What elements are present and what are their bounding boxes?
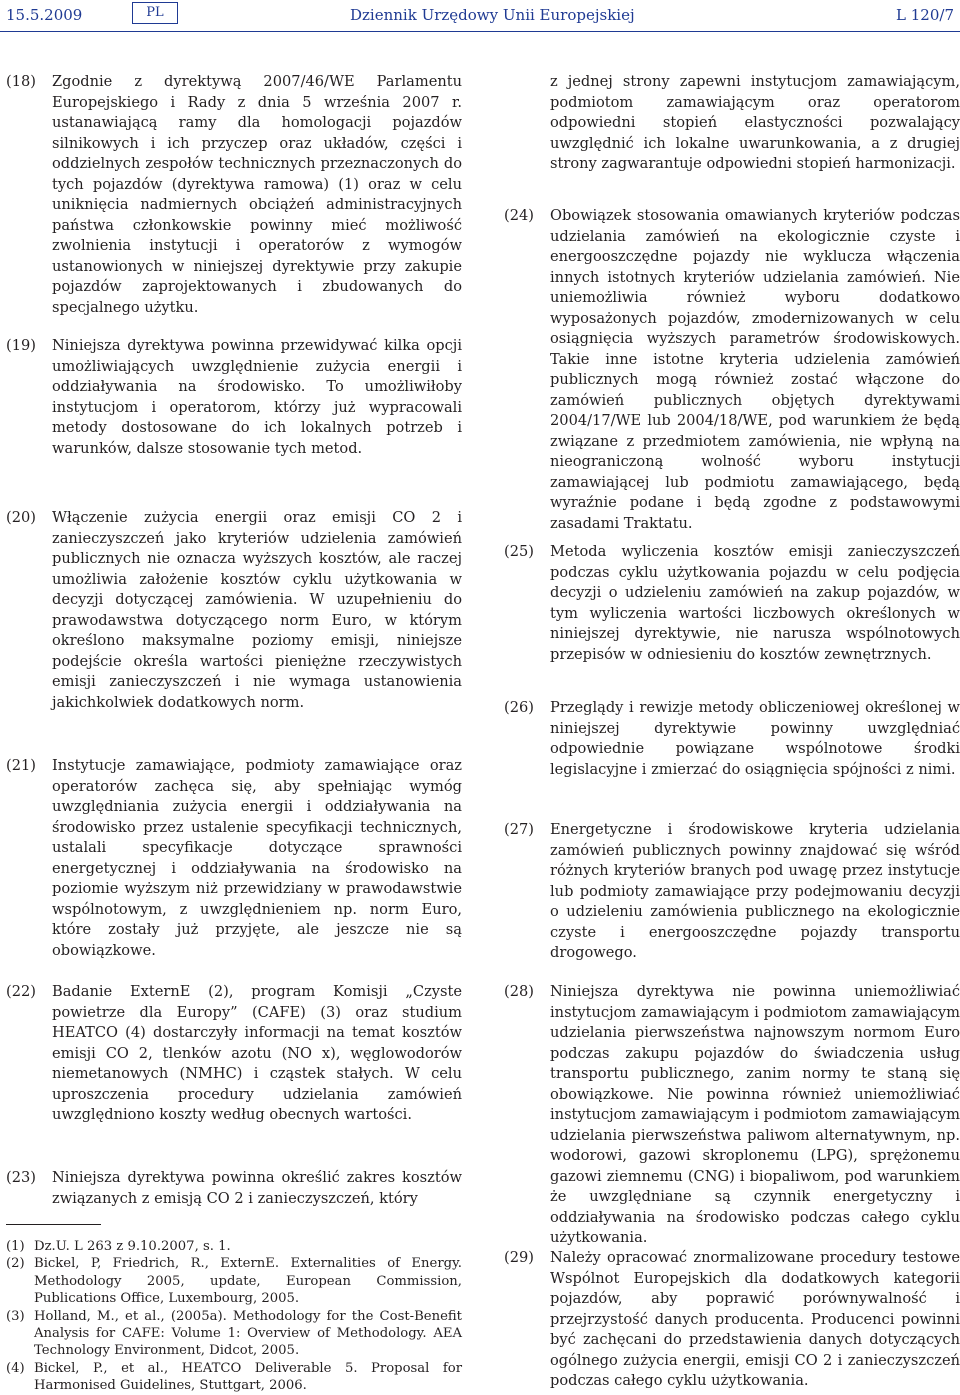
recital-text: Metoda wyliczenia kosztów emisji zanieczyszczeń podczas cyklu użytkowania pojazdu w celu podjęcia decyzji o udzieleniu zamówień na zakup pojazdów, w tym wyliczenia wartości liczbowych określonych w niniejszej dyrektywie, nie narusza wspólnotowych przepisów w odniesieniu do kosztów zewnętrznych. xyxy=(550,543,960,663)
recital-number: (22) xyxy=(6,983,36,1000)
recital-19 xyxy=(6,336,462,459)
footnote-divider xyxy=(6,1224,101,1225)
footnote xyxy=(6,1238,462,1255)
page-header xyxy=(0,0,960,30)
recital-26 xyxy=(504,698,960,780)
recital-number: (26) xyxy=(504,699,534,716)
recital-28 xyxy=(504,982,960,1249)
recital-text: Przeglądy i rewizje metody obliczeniowej określonej w niniejszej dyrektywie powinny uwzględniać odpowiednie powiązane wspólnotowe środki legislacyjne i zmierzać do osiągnięcia spójności z nimi. xyxy=(550,699,960,778)
recital-text: Energetyczne i środowiskowe kryteria udzielania zamówień publicznych powinny znajdować się wśród różnych kryteriów branych pod uwagę przez instytucje lub podmioty zamawiające przy podejmowaniu decyzji o udzieleniu zamówienia publicznego na ekologicznie czyste i energooszczędne pojazdy transportu drogowego. xyxy=(550,821,960,961)
recital-text: Zgodnie z dyrektywą 2007/46/WE Parlamentu Europejskiego i Rady z dnia 5 września 2007 r. ustanawiającą ramy dla homologacji pojazdów silnikowych i ich przyczep oraz układów, części i oddzielnych zespołów technicznych przeznaczonych do tych pojazdów (dyrektywa ramowa) (1) oraz w celu uniknięcia nadmiernych obciążeń administracyjnych państwa członkowskie powinny mieć możliwość zwolnienia instytucji i operatorów z wymogów ustanowionych w niniejszej dyrektywie przy zakupie pojazdów zaprojektowanych i zbudowanych do specjalnego użytku. xyxy=(52,73,462,316)
recital-number: (20) xyxy=(6,509,36,526)
recital-text: Niniejsza dyrektywa nie powinna uniemożliwiać instytucjom zamawiającym i podmiotom zamawiającym udzielania pierwszeństwa najnowszym normom Euro podczas zakupu pojazdów do świadczenia usług transportu publicznego, zanim normy te staną się obowiązkowe. Nie powinna również uniemożliwiać instytucjom zamawiającym i podmiotom zamawiającym udzielania pierwszeństwa paliwom alternatywnym, np. wodorowi, gazowi skroplonemu (LPG), sprężonemu gazowi ziemnemu (CNG) i biopaliwom, pod warunkiem że uwzględniane są czynnik energetyczny i oddziaływania na środowisko podczas całego cyklu użytkowania. xyxy=(550,983,960,1246)
recital-23 xyxy=(6,1168,462,1209)
footnotes xyxy=(6,1238,462,1395)
recital-18 xyxy=(6,72,462,318)
journal-title: Dziennik Urzędowy Unii Europejskiej xyxy=(350,6,635,24)
recital-23-continued xyxy=(504,72,960,175)
footnote-ref: (4) xyxy=(6,1360,25,1376)
footnote xyxy=(6,1360,462,1395)
recital-20 xyxy=(6,508,462,713)
footnote-text: Bickel, P, Friedrich, R., ExternE. Externalities of Energy. Methodology 2005, update, European Commission, Publications Office, Luxembourg, 2005. xyxy=(34,1256,462,1307)
recital-number: (25) xyxy=(504,543,534,560)
language-badge: PL xyxy=(132,2,178,24)
recital-text: Obowiązek stosowania omawianych kryteriów podczas udzielania zamówień na ekologicznie czyste i energooszczędne pojazdy nie wyklucza włączenia innych istotnych kryteriów udzielania zamówień. Nie uniemożliwia również wyboru dodatkowo wyposażonych pojazdów, zmodernizowanych w celu osiągnięcia wyższych parametrów środowiskowych. Takie inne istotne kryteria udzielenia zamówień publicznych mogą również zostać włączone do zamówień publicznych objętych dyrektywami 2004/17/WE lub 2004/18/WE, pod warunkiem że będą związane z przedmiotem zamówienia, nie wpłyną na nieograniczoną wolność wyboru instytucji zamawiającej lub podmiotu zamawiającego, będą wyraźnie podane i będą zgodne z podstawowymi zasadami Traktatu. xyxy=(550,207,960,532)
footnote-text: Holland, M., et al., (2005a). Methodology for the Cost-Benefit Analysis for CAFE: Volume 1: Overview of Methodology. AEA Technology Environment, Didcot, 2005. xyxy=(34,1308,462,1359)
recital-22 xyxy=(6,982,462,1126)
recital-number: (24) xyxy=(504,207,534,224)
recital-27 xyxy=(504,820,960,964)
footnote-ref: (1) xyxy=(6,1239,25,1254)
recital-text: Badanie ExternE (2), program Komisji „Czyste powietrze dla Europy” (CAFE) (3) oraz studium HEATCO (4) dostarczyły informacji na temat kosztów emisji CO 2, tlenków azotu (NO x), węglowodorów niemetanowych (NMHC) i cząstek stałych. W celu uproszczenia procedury udzielania zamówień uwzględniono koszty według obecnych wartości. xyxy=(52,983,462,1123)
header-divider xyxy=(0,31,960,32)
page-number: L 120/7 xyxy=(896,6,954,24)
recital-number: (18) xyxy=(6,73,36,90)
footnote-ref: (3) xyxy=(6,1308,25,1324)
recital-number: (21) xyxy=(6,757,36,774)
recital-21 xyxy=(6,756,462,961)
recital-text: z jednej strony zapewni instytucjom zamawiającym, podmiotom zamawiającym oraz operatorom odpowiedni stopień elastyczności pozwalający uwzględnić ich lokalne uwarunkowania, a z drugiej strony zagwarantuje odpowiedni stopień harmonizacji. xyxy=(550,73,960,172)
publication-date: 15.5.2009 xyxy=(6,6,83,24)
recital-25 xyxy=(504,542,960,665)
footnote-text: Dz.U. L 263 z 9.10.2007, s. 1. xyxy=(34,1239,231,1254)
recital-number: (19) xyxy=(6,337,36,354)
recital-29 xyxy=(504,1248,960,1392)
footnote xyxy=(6,1255,462,1307)
recital-number: (28) xyxy=(504,983,534,1000)
recital-text: Należy opracować znormalizowane procedury testowe Wspólnot Europejskich dla dodatkowych kategorii pojazdów, aby poprawić porównywalność i przejrzystość danych producenta. Producenci powinni być zachęcani do przedstawienia danych dotyczących ogólnego zużycia energii, emisji CO 2 i zanieczyszczeń podczas całego cyklu użytkowania. xyxy=(550,1249,960,1389)
recital-number: (23) xyxy=(6,1169,36,1186)
footnote xyxy=(6,1308,462,1360)
recital-text: Niniejsza dyrektywa powinna przewidywać kilka opcji umożliwiających uwzględnienie zużycia energii i oddziaływania na środowisko. To umożliwiłoby instytucjom i operatorom, którzy już wypracowali metody dostosowane do ich lokalnych potrzeb i warunków, dalsze stosowanie tych metod. xyxy=(52,337,462,457)
footnote-ref: (2) xyxy=(6,1256,25,1272)
recital-text: Włączenie zużycia energii oraz emisji CO 2 i zanieczyszczeń jako kryteriów udzielenia zamówień publicznych nie oznacza wyższych kosztów, ale raczej umożliwia założenie kosztów cyklu użytkowania w decyzji dotyczącej zamówienia. W uzupełnieniu do prawodawstwa dotyczącego norm Euro, w którym określono maksymalne poziomy emisji, niniejsze podejście określa wartości pieniężne rzeczywistych emisji zanieczyszczeń i nie wymaga ustanowienia jakichkolwiek dodatkowych norm. xyxy=(52,509,462,711)
recital-number: (27) xyxy=(504,821,534,838)
footnote-text: Bickel, P., et al., HEATCO Deliverable 5. Proposal for Harmonised Guidelines, Stuttgart, 2006. xyxy=(34,1360,462,1394)
recital-text: Instytucje zamawiające, podmioty zamawiające oraz operatorów zachęca się, aby spełniając wymóg uwzględniania zużycia energii i oddziaływania na środowisko przez ustalenie specyfikacji technicznych, ustalali specyfikacje dotyczące sprawności energetycznej i oddziaływania na środowisko na poziomie wyższym niż przewidziany w prawodawstwie wspólnotowym, z uwzględnieniem np. norm Euro, które zostały już przyjęte, ale jeszcze nie są obowiązkowe. xyxy=(52,757,462,959)
recital-text: Niniejsza dyrektywa powinna określić zakres kosztów związanych z emisją CO 2 i zanieczyszczeń, który xyxy=(52,1169,462,1207)
recital-24 xyxy=(504,206,960,534)
recital-number: (29) xyxy=(504,1249,534,1266)
